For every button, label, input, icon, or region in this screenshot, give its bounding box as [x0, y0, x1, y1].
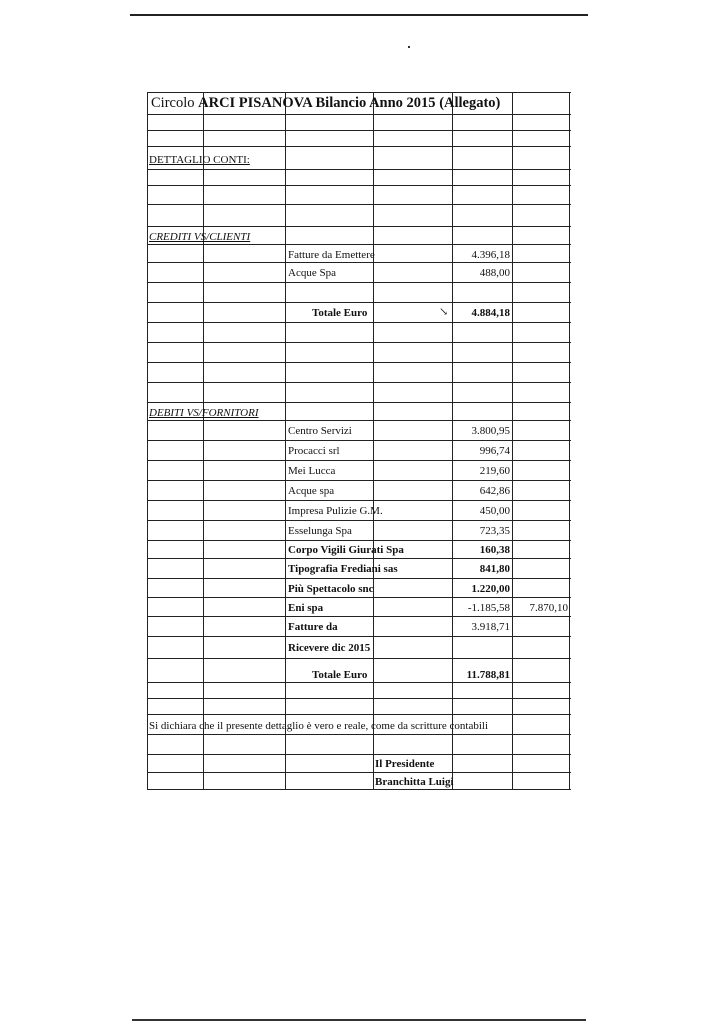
scan-speck — [408, 46, 410, 48]
debt-label: Tipografia Frediani sas — [288, 563, 398, 575]
debt-amount: 219,60 — [479, 465, 510, 477]
grid-hline — [147, 114, 571, 115]
grid-hline — [147, 682, 571, 683]
debt-label: Eni spa — [288, 602, 324, 614]
signatory-name: Branchitta Luigi — [375, 776, 454, 788]
debt-amount: 996,74 — [479, 445, 510, 457]
grid-vline — [569, 92, 570, 790]
grid-hline — [147, 382, 571, 383]
grid-hline — [147, 440, 571, 441]
debt-amount: 450,00 — [479, 505, 510, 517]
document-title — [151, 95, 500, 112]
grid-vline — [452, 92, 453, 790]
section-detail: DETTAGLIO CONTI: — [149, 154, 250, 166]
grid-vline — [147, 92, 148, 790]
grid-vline — [203, 92, 204, 790]
debt-label: Centro Servizi — [288, 425, 352, 437]
debt-amount: 642,86 — [479, 485, 510, 497]
title-year: Bilancio Anno 2015 — [311, 95, 440, 111]
top-rule — [130, 14, 588, 16]
title-prefix: Circolo — [151, 95, 199, 111]
debt-label: Mei Lucca — [288, 465, 336, 477]
grid-hline — [147, 597, 571, 598]
title-organization: ARCI PISANOVA — [198, 95, 312, 111]
credit-amount: 4.396,18 — [471, 249, 510, 261]
grid-hline — [147, 578, 571, 579]
grid-hline — [147, 500, 571, 501]
debts-total-label: Totale Euro — [312, 669, 368, 681]
debt-amount: 1.220,00 — [471, 583, 510, 595]
grid-hline — [147, 302, 571, 303]
credits-total-amount: 4.884,18 — [471, 307, 510, 319]
grid-hline — [147, 714, 571, 715]
grid-hline — [147, 772, 571, 773]
grid-vline — [373, 92, 374, 790]
debt-label: Esselunga Spa — [288, 525, 352, 537]
grid-hline — [147, 658, 571, 659]
grid-hline — [147, 262, 571, 263]
grid-hline — [147, 92, 571, 93]
grid-hline — [147, 460, 571, 461]
credit-amount: 488,00 — [479, 267, 510, 279]
debt-amount: -1.185,58 — [467, 602, 510, 614]
grid-hline — [147, 558, 571, 559]
balance-sheet-table — [147, 92, 571, 790]
debt-amount: 841,80 — [479, 563, 510, 575]
grid-hline — [147, 362, 571, 363]
debt-label: Procacci srl — [288, 445, 340, 457]
grid-hline — [147, 146, 571, 147]
grid-hline — [147, 480, 571, 481]
debt-label: Impresa Pulizie G.M. — [288, 505, 383, 517]
grid-hline — [147, 789, 571, 790]
grid-hline — [147, 169, 571, 170]
grid-hline — [147, 698, 571, 699]
credit-label: Fatture da Emettere — [288, 249, 375, 261]
section-credits: CREDITI VS/CLIENTI — [149, 231, 251, 243]
signatory-role: Il Presidente — [375, 758, 435, 770]
grid-vline — [285, 92, 286, 790]
grid-hline — [147, 636, 571, 637]
debt-extra-amount: 7.870,10 — [529, 602, 568, 614]
credit-label: Acque Spa — [288, 267, 336, 279]
debts-total-amount: 11.788,81 — [466, 669, 510, 681]
grid-hline — [147, 420, 571, 421]
grid-hline — [147, 322, 571, 323]
grid-hline — [147, 185, 571, 186]
grid-hline — [147, 244, 571, 245]
grid-hline — [147, 342, 571, 343]
grid-hline — [147, 754, 571, 755]
grid-hline — [147, 520, 571, 521]
grid-hline — [147, 402, 571, 403]
grid-hline — [147, 204, 571, 205]
grid-hline — [147, 282, 571, 283]
section-debts: DEBITI VS/FORNITORI — [149, 407, 259, 419]
grid-hline — [147, 130, 571, 131]
grid-hline — [147, 616, 571, 617]
debt-amount: 160,38 — [479, 544, 510, 556]
debt-label: Ricevere dic 2015 — [288, 642, 371, 654]
grid-hline — [147, 540, 571, 541]
debt-label: Fatture da — [288, 621, 338, 633]
grid-hline — [147, 734, 571, 735]
credits-total-label: Totale Euro — [312, 307, 368, 319]
debt-amount: 3.800,95 — [471, 425, 510, 437]
debt-amount: 723,35 — [479, 525, 510, 537]
debt-label: Acque spa — [288, 485, 335, 497]
debt-label: Corpo Vigili Giurati Spa — [288, 544, 404, 556]
declaration-text: Si dichiara che il presente dettaglio è vero e reale, come da scritture contabili — [149, 720, 489, 732]
debt-amount: 3.918,71 — [471, 621, 510, 633]
grid-vline — [512, 92, 513, 790]
bottom-rule — [132, 1019, 586, 1021]
grid-hline — [147, 226, 571, 227]
debt-label: Più Spettacolo snc — [288, 583, 374, 595]
title-attachment: (Allegato) — [439, 95, 501, 111]
tick-mark: ↘ — [439, 306, 449, 318]
